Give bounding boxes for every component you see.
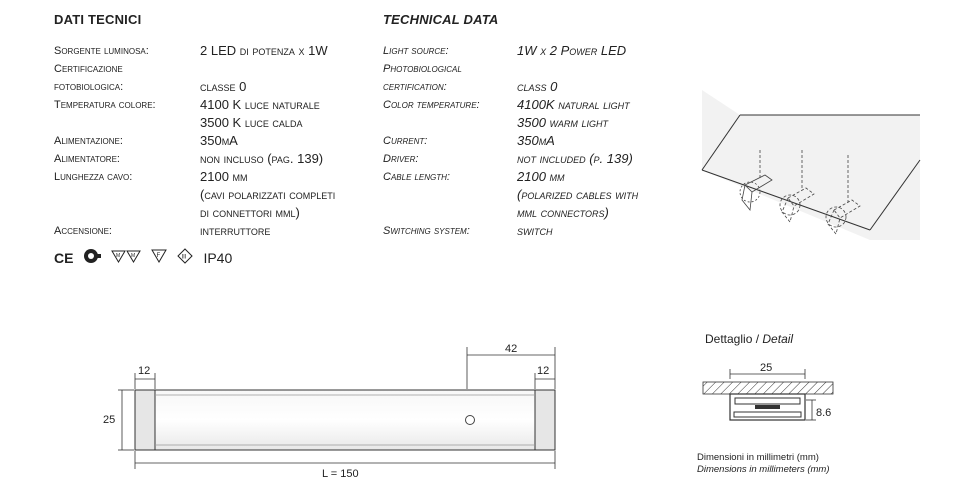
it-label: Sorgente luminosa: — [54, 45, 149, 57]
dimensions-note-en: Dimensions in millimeters (mm) — [697, 464, 830, 475]
en-label: Color temperature: — [383, 99, 480, 111]
title-dati-tecnici: DATI TECNICI — [54, 12, 142, 27]
en-value: (polarized cables with — [517, 187, 639, 202]
it-value: interruttore — [200, 223, 271, 238]
en-label: Cable length: — [383, 171, 450, 183]
detail-title — [705, 332, 793, 346]
it-value: 4100 K luce naturale — [200, 97, 320, 112]
f-mark-icon — [151, 249, 167, 266]
dim-length: L = 150 — [322, 468, 359, 480]
dim-12-left: 12 — [138, 365, 151, 377]
it-label: Temperatura colore: — [54, 99, 156, 111]
title-technical-data: TECHNICAL DATA — [383, 12, 499, 27]
mm-furniture-icon — [111, 249, 141, 266]
cabinet-shade — [702, 90, 920, 240]
detail-dim-25: 25 — [760, 362, 773, 374]
svg-text:M: M — [131, 253, 136, 259]
dimensions-note-it: Dimensioni in millimetri (mm) — [697, 452, 819, 463]
end-cap-right — [535, 390, 555, 450]
detail-dim-86: 8.6 — [816, 407, 832, 419]
it-value: 3500 K luce calda — [200, 115, 303, 130]
italian-spec-list — [54, 42, 354, 242]
enec-icon — [83, 248, 101, 267]
front-elevation-drawing — [100, 335, 580, 485]
dim-12-right: 12 — [537, 365, 550, 377]
it-value: di connettori mml) — [200, 205, 300, 220]
detail-title-en: Detail — [762, 332, 794, 346]
detail-separator: / — [752, 332, 763, 346]
it-label: Alimentazione: — [54, 135, 123, 147]
english-spec-list — [383, 42, 683, 242]
it-value: non incluso (pag. 139) — [200, 151, 324, 166]
it-value: classe 0 — [200, 79, 247, 94]
it-value: 2 LED di potenza x 1W — [200, 43, 328, 58]
svg-text:F: F — [156, 253, 161, 259]
dim-25: 25 — [103, 414, 116, 426]
en-label: Light source: — [383, 45, 449, 57]
en-value: 350mA — [517, 133, 555, 148]
fixture-body — [135, 390, 555, 450]
it-value: 2100 mm — [200, 169, 248, 184]
it-label: Accensione: — [54, 225, 112, 237]
en-value: 1W x 2 Power LED — [517, 43, 627, 58]
it-value: 350mA — [200, 133, 238, 148]
en-label: Current: — [383, 135, 428, 147]
en-label: Driver: — [383, 153, 419, 165]
shelf-hatch — [703, 382, 833, 394]
ip-rating: IP40 — [203, 249, 233, 266]
dim-42: 42 — [505, 343, 518, 355]
svg-text:III: III — [181, 254, 187, 261]
en-label: Photobiological — [383, 63, 462, 75]
it-label: Alimentatore: — [54, 153, 120, 165]
svg-text:M: M — [116, 253, 121, 259]
en-value: class 0 — [517, 79, 558, 94]
en-label: certification: — [383, 81, 447, 93]
en-label: Switching system: — [383, 225, 470, 237]
led-board — [755, 405, 780, 409]
it-value: (cavi polarizzati completi — [200, 187, 336, 202]
it-label: Lunghezza cavo: — [54, 171, 133, 183]
en-value: 3500 warm light — [517, 115, 608, 130]
detail-section-drawing — [700, 355, 850, 435]
it-label: Certificazione — [54, 63, 123, 75]
switch-button-drawing — [466, 416, 475, 425]
it-label: fotobiologica: — [54, 81, 124, 93]
en-value: switch — [517, 223, 553, 238]
certification-row — [54, 248, 232, 267]
class-iii-icon — [177, 248, 193, 267]
end-cap-left — [135, 390, 155, 450]
detail-title-it: Dettaglio — [705, 332, 753, 346]
en-value: 4100K natural light — [517, 97, 630, 112]
ce-mark: CE — [54, 249, 74, 266]
dimensions-note — [697, 452, 830, 476]
installation-perspective-drawing — [690, 80, 930, 240]
en-value: 2100 mm — [517, 169, 565, 184]
en-value: not included (p. 139) — [517, 151, 633, 166]
en-value: mml connectors) — [517, 205, 609, 220]
